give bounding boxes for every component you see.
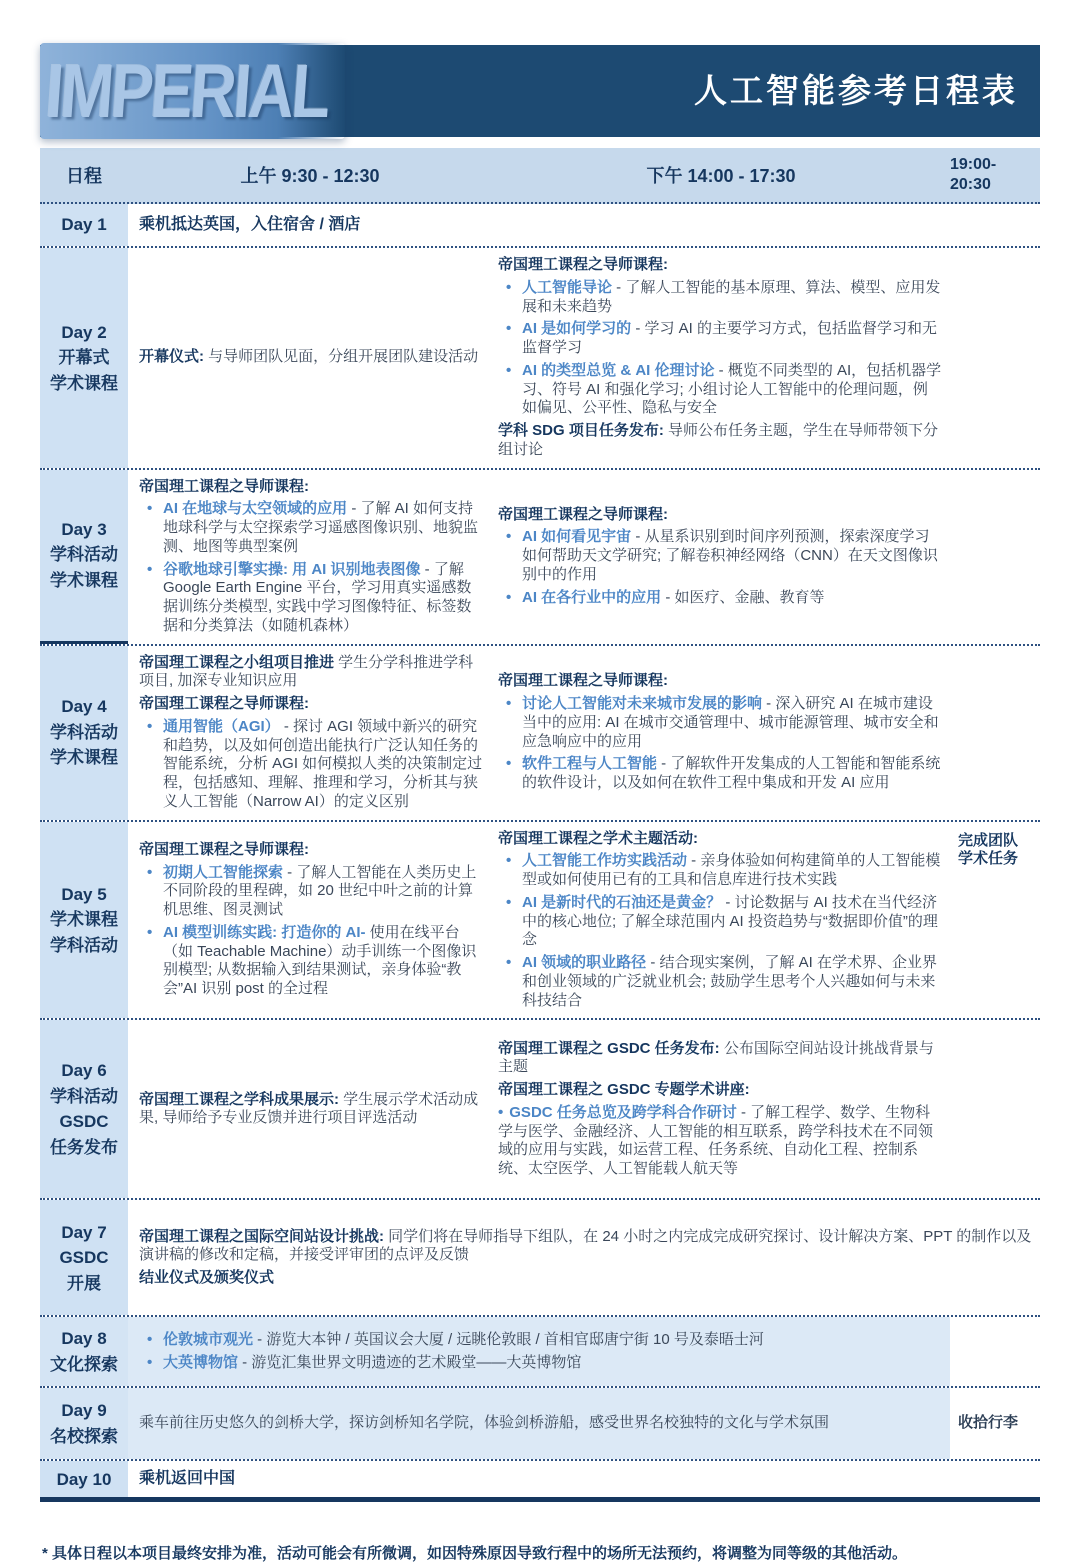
- text-run: 帝国理工课程之 GSDC 任务发布:: [498, 1039, 724, 1057]
- text-run: AI 的类型总览 & AI 伦理讨论: [522, 361, 715, 379]
- text-run: 学科 SDG 项目任务发布:: [498, 422, 669, 439]
- text-run: 伦敦城市观光: [163, 1331, 254, 1348]
- text-run: - 了解 Google Earth Engine 平台，学习用真实遥感数据训练分类模型, 实践中学习图像特征、标签数据和分类算法（如随机森林）: [163, 560, 472, 634]
- day-label-line: Day 4: [61, 697, 107, 717]
- bullet-item: [139, 1331, 942, 1350]
- text-run: 帝国理工课程之 GSDC 专题学术讲座:: [498, 1081, 750, 1099]
- day-label: [40, 470, 128, 644]
- cell-evening: [950, 1388, 1040, 1459]
- text-run: 帝国理工课程之小组项目推进: [139, 653, 335, 671]
- bullet-item: [498, 852, 942, 890]
- text-run: - 深入研究 AI 在城市建设当中的应用: AI 在城市交通管理中、城市能源管理、城市安全和应急响应中的应用: [522, 695, 939, 750]
- day-label: [40, 204, 128, 246]
- paragraph: [498, 422, 942, 460]
- text-run: 人工智能导论: [522, 278, 613, 296]
- text-run: 结业仪式及颁奖仪式: [139, 1269, 275, 1287]
- text-run: 帝国理工课程之导师课程:: [139, 477, 309, 495]
- day-label-line: Day 8: [61, 1329, 107, 1349]
- cell-morning: [128, 470, 492, 644]
- paragraph: [498, 1040, 942, 1078]
- bullet-item: [139, 561, 484, 636]
- text-run: - 了解软件开发集成的人工智能和智能系统的软件设计，以及如何在软件工程中集成和开发 AI 应用: [522, 755, 941, 791]
- text-run: 乘机返回中国: [139, 1470, 236, 1488]
- text-run: - 了解工程学、数学、生物科学与医学、金融经济、人工智能的相互联系，跨学科技术在不同领域的应用与实践，如运营工程、任务系统、自动化工程、控制系统、太空医学、人工智能载人航天等: [498, 1103, 934, 1178]
- text-run: 人工智能工作坊实践活动: [522, 852, 688, 870]
- cell-full: [128, 1200, 1040, 1315]
- text-run: GSDC 任务总览及跨学科合作研讨: [509, 1103, 737, 1121]
- bullet-item: [139, 924, 484, 999]
- text-run: 帝国理工课程之导师课程:: [139, 840, 309, 858]
- table-row: [40, 1020, 1040, 1200]
- column-header-day: 日程: [66, 166, 102, 186]
- day-label-line: Day 6: [61, 1061, 107, 1081]
- day-label-line: Day 3: [61, 519, 107, 539]
- bullet-icon: •: [147, 717, 153, 735]
- day-label-line: 文化探索: [50, 1354, 118, 1374]
- cell-wide: [128, 1317, 950, 1386]
- bullet-icon: •: [147, 863, 153, 881]
- paragraph: [139, 1414, 942, 1433]
- text-run: 乘机抵达英国，入住宿舍 / 酒店: [139, 216, 361, 233]
- day-label-line: 学术课程: [50, 748, 118, 768]
- cell-morning: [128, 248, 492, 468]
- text-run: 导师公布任务主题，学生在导师带领下分组讨论: [498, 422, 939, 458]
- bullet-icon: •: [147, 1331, 153, 1348]
- cell-afternoon: [492, 822, 950, 1019]
- day-label-line: Day 10: [56, 1469, 112, 1489]
- text-run: 帝国理工课程之国际空间站设计挑战:: [139, 1227, 389, 1245]
- text-run: 初期人工智能探索: [163, 863, 284, 881]
- bullet-item: [498, 528, 942, 584]
- text-run: 公布国际空间站设计挑战背景与主题: [498, 1039, 934, 1076]
- day-label-line: Day 1: [61, 215, 107, 235]
- page-title: 人工智能参考日程表: [694, 72, 1018, 109]
- day-label: [40, 1388, 128, 1459]
- bullet-item: [498, 695, 942, 751]
- text-run: AI 是如何学习的: [522, 320, 632, 338]
- text-run: AI 是新时代的石油还是黄金？: [522, 893, 722, 911]
- column-header-morning: 上午 9:30 - 12:30: [240, 166, 380, 186]
- imperial-logo-text: IMPERIAL: [43, 48, 331, 134]
- cell-morning: [128, 646, 492, 820]
- bullet-icon: •: [506, 695, 512, 712]
- text-run: AI 模型训练实践: 打造你的 AI-: [163, 923, 366, 941]
- cell-afternoon: [492, 1020, 950, 1198]
- day-label: [40, 248, 128, 468]
- day-label-line: 学科活动: [50, 1086, 118, 1106]
- bullet-icon: •: [506, 588, 512, 606]
- day-label-line: 学科活动: [50, 545, 118, 565]
- paragraph: [139, 1091, 484, 1129]
- day-label: [40, 1020, 128, 1198]
- text-run: AI 如何看见宇宙: [522, 528, 632, 546]
- bullet-item: [139, 1354, 942, 1373]
- paragraph: [958, 1414, 1038, 1433]
- paragraph: [139, 1228, 1032, 1266]
- day-label-line: Day 7: [61, 1222, 107, 1242]
- text-run: AI 在各行业中的应用: [522, 588, 662, 606]
- day-label-line: GSDC: [59, 1112, 109, 1132]
- day-label-line: 开幕式: [58, 348, 110, 367]
- text-run: 完成团队: [958, 831, 1019, 849]
- text-run: AI 领域的职业路径: [522, 954, 647, 971]
- text-run: 同学们将在导师指导下组队，在 24 小时之内完成完成研究探讨、设计解决方案、PPT 的制作以及演讲稿的修改和定稿，并接受评审团的点评及反馈: [139, 1227, 1032, 1264]
- day-label-line: Day 2: [61, 322, 107, 342]
- bullet-icon: •: [498, 1103, 504, 1121]
- column-header-evening: [950, 155, 1040, 195]
- cell-wide: [128, 1388, 950, 1459]
- bullet-icon: •: [147, 560, 153, 578]
- text-run: - 游览汇集世界文明遗迹的艺术殿堂——大英博物馆: [238, 1353, 582, 1371]
- text-run: 软件工程与人工智能: [522, 755, 658, 773]
- bullet-item: [139, 718, 484, 812]
- day-label-line: 学术课程: [50, 910, 118, 930]
- text-run: 帝国理工课程之导师课程:: [139, 695, 309, 712]
- paragraph: [139, 215, 1032, 235]
- cell-morning: [128, 1020, 492, 1198]
- table-row: [40, 248, 1040, 470]
- text-run: - 了解人工智能的基本原理、算法、模型、应用发展和未来趋势: [522, 278, 941, 315]
- day-label: [40, 646, 128, 820]
- text-run: 乘车前往历史悠久的剑桥大学，探访剑桥知名学院，体验剑桥游船，感受世界名校独特的文化与学术氛围: [139, 1414, 830, 1432]
- paragraph: [139, 654, 484, 692]
- cell-afternoon: [492, 470, 950, 644]
- text-run: 使用在线平台（如 Teachable Machine）动手训练一个图像识别模型; 从数据输入到结果测试，亲身体验“教会”AI 识别 post 的全过程: [163, 923, 477, 998]
- text-run: 通用智能（AGI）: [163, 717, 280, 735]
- text-run: 学术任务: [958, 850, 1019, 868]
- text-run: - 学习 AI 的主要学习方式，包括监督学习和无监督学习: [522, 320, 938, 356]
- day-label: [40, 1461, 128, 1497]
- bullet-item: [139, 500, 484, 556]
- table-row: [40, 646, 1040, 822]
- bullet-item: [139, 864, 484, 920]
- text-run: 收拾行李: [958, 1414, 1019, 1432]
- bullet-item: [498, 320, 942, 358]
- table-row: [40, 1317, 1040, 1388]
- cell-afternoon: [492, 646, 950, 820]
- paragraph: [498, 830, 942, 849]
- bullet-item: [498, 1104, 942, 1179]
- day-label: [40, 822, 128, 1019]
- text-run: 与导师团队见面，分组开展团队建设活动: [208, 348, 479, 366]
- day-label-line: Day 5: [61, 884, 107, 904]
- text-run: - 游览大本钟 / 英国议会大厦 / 远眺伦敦眼 / 首相官邸唐宁街 10 号及泰晤士河: [253, 1331, 764, 1348]
- day-label-line: 学科活动: [50, 722, 118, 742]
- text-run: - 了解人工智能在人类历史上不同阶段的里程碑，如 20 世纪中叶之前的计算机思维、图灵测试: [163, 863, 477, 919]
- text-run: 帝国理工课程之学术主题活动:: [498, 829, 698, 847]
- paragraph: [139, 348, 484, 367]
- text-run: - 从星系识别到时间序列预测，探索深度学习如何帮助天文学研究; 了解卷积神经网络（CNN）在天文图像识别中的作用: [522, 528, 938, 583]
- bullet-icon: •: [506, 852, 512, 870]
- cell-afternoon: [492, 248, 950, 468]
- table-row: [40, 470, 1040, 646]
- table-row: [40, 1461, 1040, 1502]
- paragraph: [498, 1081, 942, 1100]
- bullet-icon: •: [506, 755, 512, 773]
- text-run: 帝国理工课程之导师课程:: [498, 256, 668, 273]
- day-label-line: 学术课程: [50, 570, 118, 590]
- bullet-icon: •: [506, 893, 512, 911]
- table-row: [40, 1388, 1040, 1461]
- cell-full: [128, 1461, 1040, 1497]
- paragraph: [498, 256, 942, 275]
- bullet-item: [498, 589, 942, 608]
- schedule-rows: [40, 204, 1040, 1502]
- paragraph: [139, 841, 484, 860]
- bullet-icon: •: [147, 923, 153, 941]
- bullet-icon: •: [506, 361, 512, 379]
- footnote: * 具体日程以本项目最终安排为准，活动可能会有所微调，如因特殊原因导致行程中的场所无法预约，将调整为同等级的其他活动。: [42, 1545, 908, 1563]
- text-run: - 了解 AI 如何支持地球科学与太空探索学习遥感图像识别、地貌监测、地图等典型案例: [163, 500, 479, 555]
- bullet-item: [498, 755, 942, 793]
- text-run: - 讨论数据与 AI 技术在当代经济中的核心地位; 了解全球范围内 AI 投资趋势与“数据即价值”的理念: [522, 893, 938, 949]
- text-run: 学生展示学术活动成果, 导师给予专业反馈并进行项目评选活动: [139, 1090, 479, 1127]
- text-run: 学生分学科推进学科项目, 加深专业知识应用: [139, 653, 474, 690]
- text-run: 帝国理工课程之导师课程:: [498, 672, 668, 690]
- day-label-line: 任务发布: [50, 1137, 118, 1157]
- day-label: [40, 1317, 128, 1386]
- bullet-item: [498, 279, 942, 317]
- evening-time-line1: 19:00-: [950, 156, 997, 173]
- evening-time-line2: 20:30: [950, 176, 991, 193]
- header-banner: [40, 45, 1040, 137]
- text-run: 讨论人工智能对未来城市发展的影响: [522, 695, 763, 712]
- paragraph: [498, 672, 942, 691]
- day-label: [40, 1200, 128, 1315]
- table-row: [40, 204, 1040, 248]
- table-header-row: [40, 148, 1040, 204]
- bullet-icon: •: [506, 954, 512, 971]
- bullet-icon: •: [506, 528, 512, 546]
- bullet-icon: •: [506, 278, 512, 296]
- bullet-icon: •: [147, 500, 153, 518]
- text-run: 帝国理工课程之导师课程:: [498, 505, 668, 523]
- bullet-icon: •: [506, 320, 512, 338]
- text-run: - 如医疗、金融、教育等: [661, 588, 825, 606]
- paragraph: [139, 478, 484, 497]
- text-run: 谷歌地球引擎实操: 用 AI 识别地表图像: [163, 560, 421, 578]
- text-run: AI 在地球与太空领域的应用: [163, 500, 348, 518]
- paragraph: [139, 1469, 1032, 1489]
- text-run: - 概览不同类型的 AI，包括机器学习、符号 AI 和强化学习; 小组讨论人工智能中的伦理问题，例如偏见、公平性、隐私与安全: [522, 361, 942, 417]
- cell-morning: [128, 822, 492, 1019]
- day-label-line: Day 9: [61, 1401, 107, 1421]
- text-run: - 结合现实案例，了解 AI 在学术界、企业界和创业领域的广泛就业机会; 鼓励学生思考个人兴趣如何与未来科技结合: [522, 954, 938, 1009]
- paragraph: [958, 832, 1038, 870]
- imperial-logo: [40, 43, 345, 139]
- bullet-item: [498, 362, 942, 418]
- column-header-afternoon: 下午 14:00 - 17:30: [646, 166, 796, 186]
- cell-full: [128, 204, 1040, 246]
- text-run: 帝国理工课程之学科成果展示:: [139, 1090, 344, 1108]
- table-row: [40, 822, 1040, 1021]
- day-label-line: GSDC: [59, 1248, 109, 1267]
- day-label-line: 名校探索: [50, 1426, 118, 1446]
- day-label-line: 学科活动: [50, 935, 118, 955]
- day-label-line: 学术课程: [50, 373, 118, 393]
- text-run: - 探讨 AGI 领域中新兴的研究和趋势，以及如何创造出能执行广泛认知任务的智能系统，分析 AGI 如何模拟人类的决策制定过程，包括感知、理解、推理和学习，分析其与狭义人工智能（Narrow AI）的定义区别: [163, 717, 483, 810]
- cell-evening: [950, 822, 1040, 1019]
- table-row: [40, 1200, 1040, 1317]
- text-run: - 亲身体验如何构建简单的人工智能模型或如何使用已有的工具和信息库进行技术实践: [522, 852, 941, 888]
- text-run: 开幕仪式:: [139, 348, 209, 366]
- paragraph: [498, 506, 942, 525]
- day-label-line: 开展: [67, 1273, 101, 1293]
- paragraph: [139, 695, 484, 714]
- bullet-item: [498, 954, 942, 1010]
- bullet-item: [498, 894, 942, 950]
- bullet-icon: •: [147, 1353, 153, 1371]
- text-run: 大英博物馆: [163, 1353, 239, 1371]
- paragraph: [139, 1269, 1032, 1288]
